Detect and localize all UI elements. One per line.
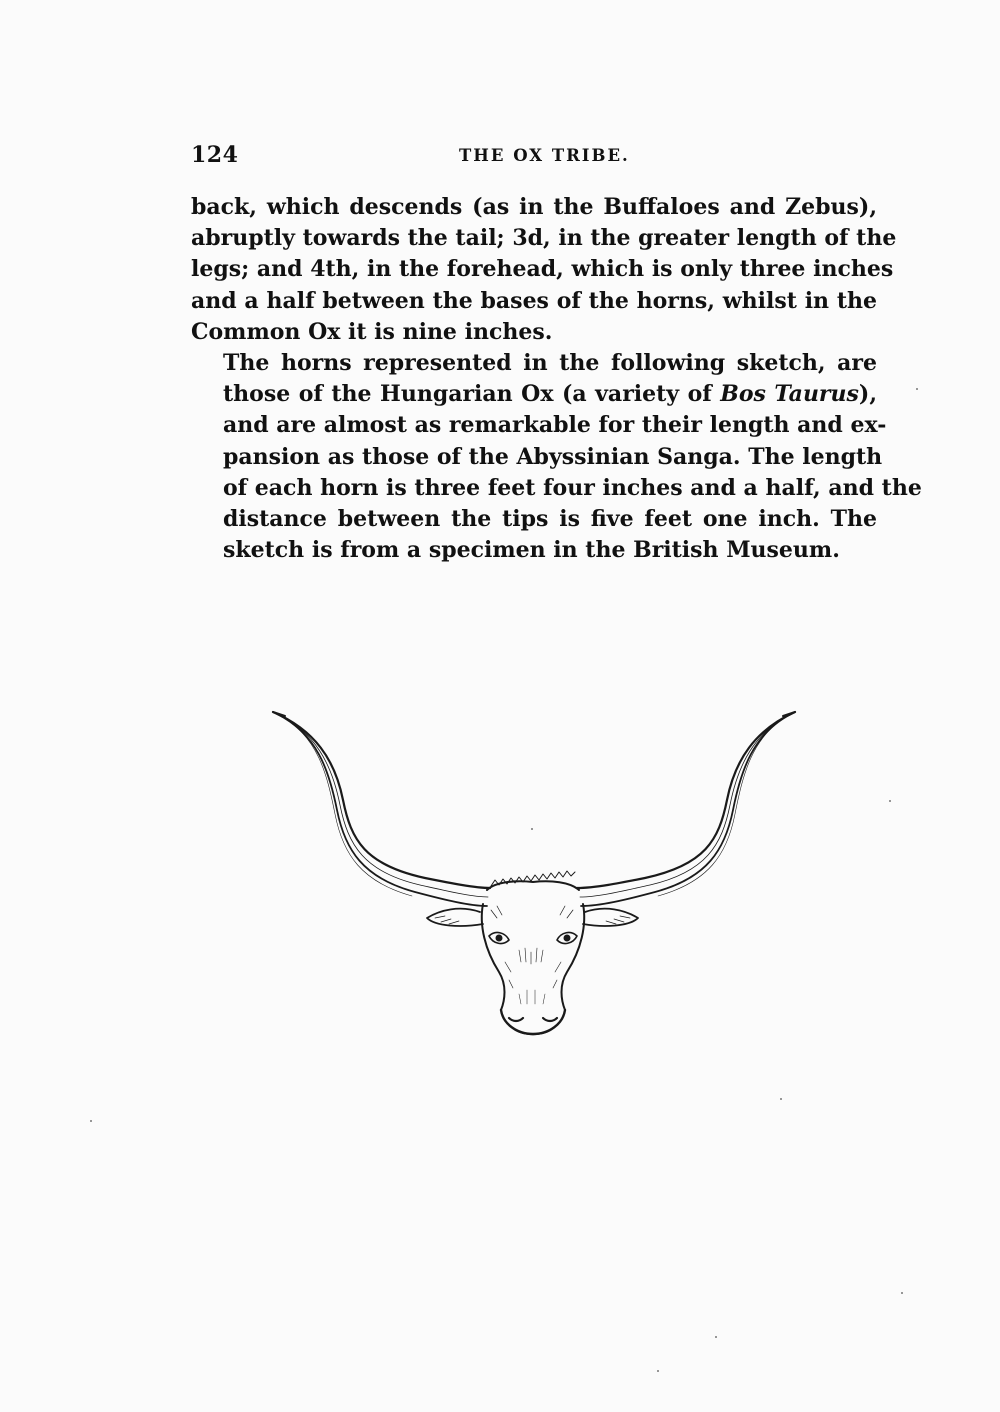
right-horn <box>577 712 795 906</box>
text-line: of each horn is three feet four inches and a half, and the <box>223 474 922 501</box>
page-header <box>191 140 877 174</box>
text-line: sketch is from a specimen in the British Museum. <box>223 537 840 564</box>
text-segment: ), <box>858 381 877 408</box>
text-line: The horns represented in the following sketch, are <box>223 350 877 377</box>
paper-speck <box>916 388 918 390</box>
page-number: 124 <box>191 142 239 168</box>
ears <box>427 909 638 926</box>
ox-head <box>482 871 584 1035</box>
running-title: THE OX TRIBE. <box>459 146 630 165</box>
paper-speck <box>715 1336 717 1338</box>
species-name: Bos Taurus <box>720 381 859 408</box>
paper-speck <box>531 828 533 830</box>
text-line: distance between the tips is five feet one inch. The <box>223 506 877 533</box>
text-line: Common Ox it is nine inches. <box>191 318 553 345</box>
paper-speck <box>780 1098 782 1100</box>
text-line: legs; and 4th, in the forehead, which is only three inches <box>191 256 894 283</box>
paper-speck <box>889 800 891 802</box>
text-line <box>191 379 877 410</box>
text-line: pansion as those of the Abyssinian Sanga. The length <box>223 443 883 470</box>
left-horn <box>273 712 490 906</box>
body-text <box>191 192 922 566</box>
paper-speck <box>657 1370 659 1372</box>
paper-speck <box>901 1292 903 1294</box>
text-line: and are almost as remarkable for their length and ex- <box>223 412 887 439</box>
paragraph-2 <box>191 348 922 566</box>
text-line: back, which descends (as in the Buffaloes and Zebus), <box>191 194 877 220</box>
text-segment: those of the Hungarian Ox (a variety of <box>223 381 721 408</box>
text-line: and a half between the bases of the horns, whilst in the <box>191 287 877 314</box>
ox-horns-illustration <box>265 700 805 1045</box>
paper-speck <box>90 1120 92 1122</box>
paragraph-1 <box>191 192 897 348</box>
text-line: abruptly towards the tail; 3d, in the greater length of the <box>191 225 897 252</box>
